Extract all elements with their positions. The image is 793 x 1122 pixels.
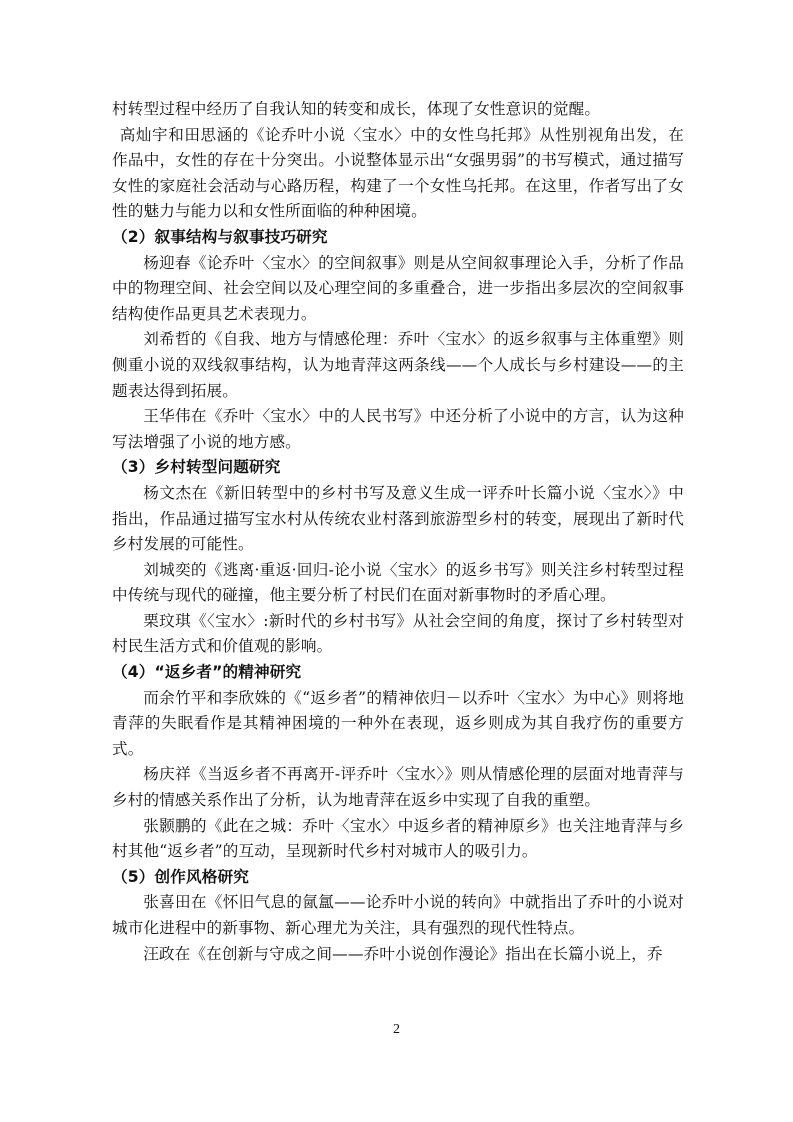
section-heading-creative-style: （5）创作风格研究 [112,867,249,886]
paragraph-space-narrative: 杨迎春《论乔叶〈宝水〉的空间叙事》则是从空间叙事理论入手，分析了作品中的物理空间、社会空间以及心理空间的多重叠合，进一步指出多层次的空间叙事结构使作品更具艺术表现力。 [112,253,684,323]
paragraph-tradition-modernity: 刘城奕的《逃离·重返·回归-论小说〈宝水〉的返乡书写》则关注乡村转型过程中传统与现代的碰撞，他主要分析了村民们在面对新事物时的矛盾心理。 [112,560,684,605]
paragraph-female-utopia: 高灿宇和田思涵的《论乔叶小说〈宝水〉中的女性乌托邦》从性别视角出发，在作品中，女性的存在十分突出。小说整体显示出“女强男弱”的书写模式，通过描写女性的家庭社会活动与心路历程，构建了一个女性乌托邦。在这里，作者写出了女性的魅力与能力以和女性所面临的种种困境。 [112,125,684,221]
section-heading-narrative-structure: （2）叙事结构与叙事技巧研究 [112,227,328,246]
paragraph-emotional-ethics: 杨庆祥《当返乡者不再离开-评乔叶〈宝水〉》则从情感伦理的层面对地青萍与乡村的情感关系作出了分析，认为地青萍在返乡中实现了自我的重塑。 [112,765,684,810]
paragraph-continuation: 村转型过程中经历了自我认知的转变和成长，体现了女性意识的觉醒。 [112,100,601,118]
section-heading-returnee-spirit: （4）“返乡者”的精神研究 [112,663,302,682]
paragraph-dialect: 王华伟在《乔叶〈宝水〉中的人民书写》中还分析了小说中的方言，认为这种写法增强了小说的地方感。 [112,407,684,451]
section-heading-rural-transformation: （3）乡村转型问题研究 [112,458,281,477]
page-number: 2 [393,1022,400,1037]
paragraph-nostalgia: 张喜田在《怀旧气息的氤氲——论乔叶小说的转向》中就指出了乔叶的小说对城市化进程中的新事物、新心理尤为关注，具有强烈的现代性特点。 [112,893,684,937]
paragraph-social-space: 栗玟琪《〈宝水〉:新时代的乡村书写》从社会空间的角度，探讨了乡村转型对村民生活方式和价值观的影响。 [112,611,684,656]
paragraph-tourism-village: 杨文杰在《新旧转型中的乡村书写及意义生成一评乔叶长篇小说〈宝水〉》中指出，作品通过描写宝水村从传统农业村落到旅游型乡村的转变，展现出了新时代乡村发展的可能性。 [112,483,684,554]
paragraph-dual-narrative: 刘希哲的《自我、地方与情感伦理：乔叶〈宝水〉的返乡叙事与主体重塑》则侧重小说的双线叙事结构，认为地青萍这两条线——个人成长与乡村建设——的主题表达得到拓展。 [112,330,684,400]
paragraph-innovation: 汪政在《在创新与守成之间——乔叶小说创作漫论》指出在长篇小说上，乔 [143,944,663,963]
paragraph-insomnia: 而余竹平和李欣姝的《“返乡者”的精神依归－以乔叶〈宝水〉为中心》则将地青萍的失眠看作是其精神困境的一种外在表现，返乡则成为其自我疗伤的重要方式。 [112,688,684,758]
paragraph-spiritual-hometown: 张颢鹏的《此在之城：乔叶〈宝水〉中返乡者的精神原乡》也关注地青萍与乡村其他“返乡者”的互动，呈现新时代乡村对城市人的吸引力。 [112,816,684,861]
document-body [112,97,684,967]
